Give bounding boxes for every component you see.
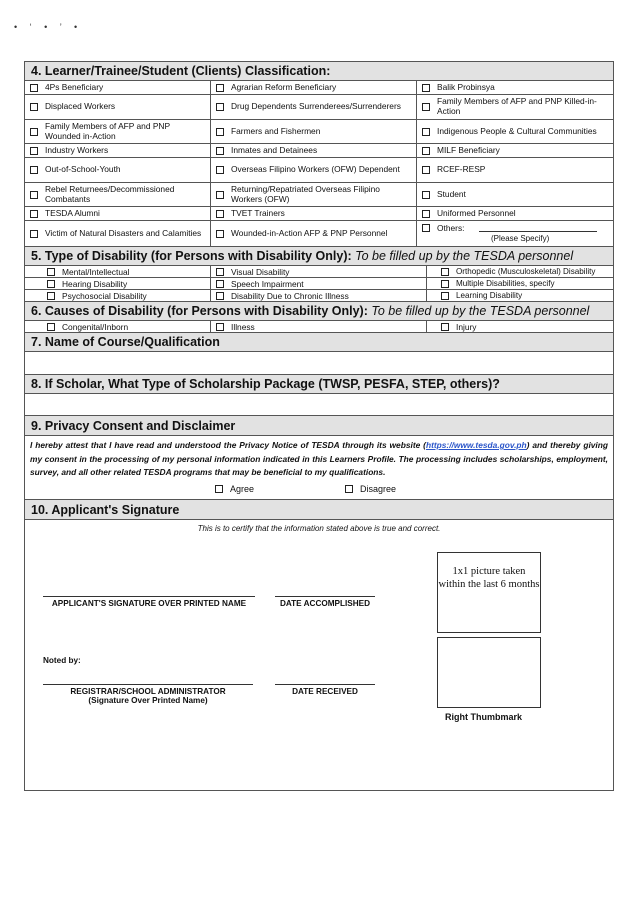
option-label: TESDA Alumni	[45, 207, 100, 218]
option-label: RCEF-RESP	[437, 164, 486, 175]
photo-box[interactable]	[437, 552, 541, 633]
course-qualification-field[interactable]	[25, 352, 613, 375]
checkbox[interactable]	[47, 268, 55, 276]
sec5-note: To be filled up by the TESDA personnel	[355, 249, 574, 263]
option-speech[interactable]	[211, 278, 427, 290]
checkbox[interactable]	[441, 268, 449, 276]
option-label: Wounded-in-Action AFP & PNP Personnel	[231, 227, 388, 238]
scholarship-field[interactable]	[25, 394, 613, 416]
option-label: Student	[437, 188, 466, 199]
option-label: Psychosocial Disability	[62, 290, 147, 301]
option-inmates[interactable]	[211, 144, 417, 158]
option-multiple[interactable]	[427, 278, 613, 290]
option-label: Learning Disability	[456, 291, 523, 300]
option-student[interactable]	[417, 183, 613, 207]
option-label: Congenital/Inborn	[62, 321, 129, 332]
option-label: Drug Dependents Surrenderees/Surrenderers	[231, 101, 401, 112]
disagree-option[interactable]	[345, 484, 396, 494]
sec6-title: 6. Causes of Disability (for Persons with Disability Only):	[31, 304, 368, 318]
option-congenital[interactable]	[25, 321, 211, 333]
checkbox[interactable]	[216, 103, 224, 111]
option-milf[interactable]	[417, 144, 613, 158]
sec10-heading: 10. Applicant's Signature	[25, 500, 613, 520]
option-label: Farmers and Fishermen	[231, 125, 321, 136]
option-psychosocial[interactable]	[25, 290, 211, 302]
checkbox[interactable]	[215, 485, 223, 493]
option-farmers[interactable]	[211, 120, 417, 144]
registrar-label: REGISTRAR/SCHOOL ADMINISTRATOR	[70, 686, 226, 696]
privacy-statement	[25, 436, 613, 480]
option-mental[interactable]	[25, 266, 211, 278]
registrar-signature-line[interactable]	[43, 684, 253, 705]
checkbox[interactable]	[422, 210, 430, 218]
sec8-heading: 8. If Scholar, What Type of Scholarship Package (TWSP, PESFA, STEP, others)?	[25, 375, 613, 394]
option-label: Inmates and Detainees	[231, 144, 318, 155]
checkbox[interactable]	[30, 84, 38, 92]
checkbox[interactable]	[30, 147, 38, 155]
thumbmark-label: Right Thumbmark	[445, 711, 523, 722]
checkbox[interactable]	[422, 147, 430, 155]
checkbox[interactable]	[422, 103, 430, 111]
checkbox[interactable]	[216, 280, 224, 288]
option-label: Victim of Natural Disasters and Calamities	[45, 227, 202, 238]
option-label: Agrarian Reform Beneficiary	[231, 81, 337, 92]
option-chronic-illness[interactable]	[211, 290, 427, 302]
sec4-classification-grid	[25, 81, 613, 247]
photo-instructions: 1x1 picture taken within the last 6 months	[438, 565, 540, 590]
date-accomplished-line[interactable]	[275, 596, 375, 608]
others-specify-line[interactable]	[479, 231, 597, 232]
checkbox[interactable]	[30, 191, 38, 199]
checkbox[interactable]	[216, 147, 224, 155]
option-label: Orthopedic (Musculoskeletal) Disability	[456, 267, 596, 276]
checkbox[interactable]	[30, 210, 38, 218]
option-rebel-returnees[interactable]	[25, 183, 211, 207]
option-family-wounded[interactable]	[25, 120, 211, 144]
scan-specks: • ‘ • ’ •	[14, 22, 83, 32]
date-received-line[interactable]	[275, 684, 375, 696]
agree-label: Agree	[230, 483, 255, 494]
option-agrarian[interactable]	[211, 81, 417, 95]
sec6-cause-grid	[25, 321, 613, 333]
checkbox[interactable]	[30, 230, 38, 238]
checkbox[interactable]	[216, 84, 224, 92]
learner-profile-form	[24, 61, 614, 791]
option-label: Indigenous People & Cultural Communities	[437, 125, 597, 136]
checkbox[interactable]	[216, 323, 224, 331]
option-label: Disability Due to Chronic Illness	[231, 290, 349, 301]
option-label: Family Members of AFP and PNP Wounded in-Action	[45, 120, 170, 141]
option-others[interactable]	[417, 221, 613, 247]
option-label: Injury	[456, 321, 477, 332]
option-balik-probinsya[interactable]	[417, 81, 613, 95]
option-label: Out-of-School-Youth	[45, 164, 121, 175]
date-accomplished-label: DATE ACCOMPLISHED	[279, 598, 371, 608]
signature-area	[25, 520, 613, 790]
option-label: 4Ps Beneficiary	[45, 81, 104, 92]
tesda-website-link[interactable]: https://www.tesda.gov.ph	[425, 440, 527, 450]
option-label: Mental/Intellectual	[62, 266, 130, 277]
option-orthopedic[interactable]	[427, 266, 613, 278]
sec6-heading	[25, 302, 613, 321]
option-label: Rebel Returnees/Decommissioned Combatants	[45, 183, 175, 204]
option-rcef[interactable]	[417, 158, 613, 183]
option-indigenous[interactable]	[417, 120, 613, 144]
checkbox[interactable]	[422, 84, 430, 92]
checkbox[interactable]	[422, 224, 430, 232]
option-4ps[interactable]	[25, 81, 211, 95]
sec5-heading	[25, 247, 613, 266]
sec7-heading: 7. Name of Course/Qualification	[25, 333, 613, 352]
checkbox[interactable]	[441, 323, 449, 331]
option-label: TVET Trainers	[231, 207, 285, 218]
option-returning-ofw[interactable]	[211, 183, 417, 207]
checkbox[interactable]	[441, 280, 449, 288]
option-hearing[interactable]	[25, 278, 211, 290]
option-label: Overseas Filipino Workers (OFW) Dependent	[231, 164, 400, 175]
consent-row	[25, 480, 613, 500]
agree-option[interactable]	[215, 484, 254, 494]
privacy-text-b: ) and thereby giving my consent in the processing of my personal information indicated in this Learners Profile. The processing includes scholarships, employment, survey, and all other related TESDA programs that may be beneficial to my qualifications.	[30, 440, 608, 477]
option-illness[interactable]	[211, 321, 427, 333]
option-label: Illness	[231, 321, 255, 332]
noted-by-label: Noted by:	[43, 655, 81, 665]
option-label: Family Members of AFP and PNP Killed-in-Action	[437, 96, 597, 116]
option-wounded-afp[interactable]	[211, 221, 417, 247]
privacy-text-a: I hereby attest that I have read and understood the Privacy Notice of TESDA through its website (	[30, 440, 426, 450]
option-ofw-dependent[interactable]	[211, 158, 417, 183]
option-tesda-alumni[interactable]	[25, 207, 211, 221]
option-label: Speech Impairment	[231, 278, 304, 289]
option-label: Displaced Workers	[45, 101, 116, 112]
checkbox[interactable]	[216, 292, 224, 300]
option-industry-workers[interactable]	[25, 144, 211, 158]
option-label: Others:	[437, 223, 465, 233]
checkbox[interactable]	[30, 103, 38, 111]
option-label: Hearing Disability	[62, 278, 128, 289]
checkbox[interactable]	[30, 166, 38, 174]
disagree-label: Disagree	[360, 483, 397, 494]
checkbox[interactable]	[422, 128, 430, 136]
checkbox[interactable]	[216, 191, 224, 199]
thumbmark-box[interactable]	[437, 637, 541, 708]
checkbox[interactable]	[47, 280, 55, 288]
checkbox[interactable]	[216, 128, 224, 136]
option-label: Balik Probinsya	[437, 81, 495, 92]
checkbox[interactable]	[216, 230, 224, 238]
sec6-note: To be filled up by the TESDA personnel	[371, 304, 590, 318]
checkbox[interactable]	[345, 485, 353, 493]
checkbox[interactable]	[422, 166, 430, 174]
checkbox[interactable]	[30, 128, 38, 136]
option-injury[interactable]	[427, 321, 613, 333]
checkbox[interactable]	[422, 191, 430, 199]
checkbox[interactable]	[216, 166, 224, 174]
option-drug-dependents[interactable]	[211, 95, 417, 120]
option-tvet-trainers[interactable]	[211, 207, 417, 221]
date-received-label: DATE RECEIVED	[292, 686, 358, 696]
certify-statement: This is to certify that the information stated above is true and correct.	[197, 523, 441, 533]
sec9-heading: 9. Privacy Consent and Disclaimer	[25, 416, 613, 436]
checkbox[interactable]	[216, 210, 224, 218]
option-label: Multiple Disabilities, specify	[456, 279, 555, 288]
option-label: Uniformed Personnel	[437, 207, 516, 218]
applicant-signature-line[interactable]	[43, 596, 255, 608]
option-visual[interactable]	[211, 266, 427, 278]
checkbox[interactable]	[441, 292, 449, 300]
applicant-signature-label: APPLICANT'S SIGNATURE OVER PRINTED NAME	[51, 598, 247, 608]
option-learning[interactable]	[427, 290, 613, 302]
option-label: Visual Disability	[231, 266, 290, 277]
others-hint: (Please Specify)	[491, 234, 550, 243]
sec4-heading: 4. Learner/Trainee/Student (Clients) Classification:	[25, 62, 613, 81]
option-label: Industry Workers	[45, 144, 109, 155]
registrar-sublabel: (Signature Over Printed Name)	[88, 695, 208, 705]
sec5-title: 5. Type of Disability (for Persons with Disability Only):	[31, 249, 352, 263]
sec5-disability-grid	[25, 266, 613, 302]
option-displaced-workers[interactable]	[25, 95, 211, 120]
option-victim-disasters[interactable]	[25, 221, 211, 247]
option-family-killed[interactable]	[417, 95, 613, 120]
option-uniformed[interactable]	[417, 207, 613, 221]
option-label: MILF Beneficiary	[437, 144, 500, 155]
option-osy[interactable]	[25, 158, 211, 183]
checkbox[interactable]	[47, 323, 55, 331]
checkbox[interactable]	[47, 292, 55, 300]
option-label: Returning/Repatriated Overseas Filipino Workers (OFW)	[231, 183, 380, 204]
checkbox[interactable]	[216, 268, 224, 276]
